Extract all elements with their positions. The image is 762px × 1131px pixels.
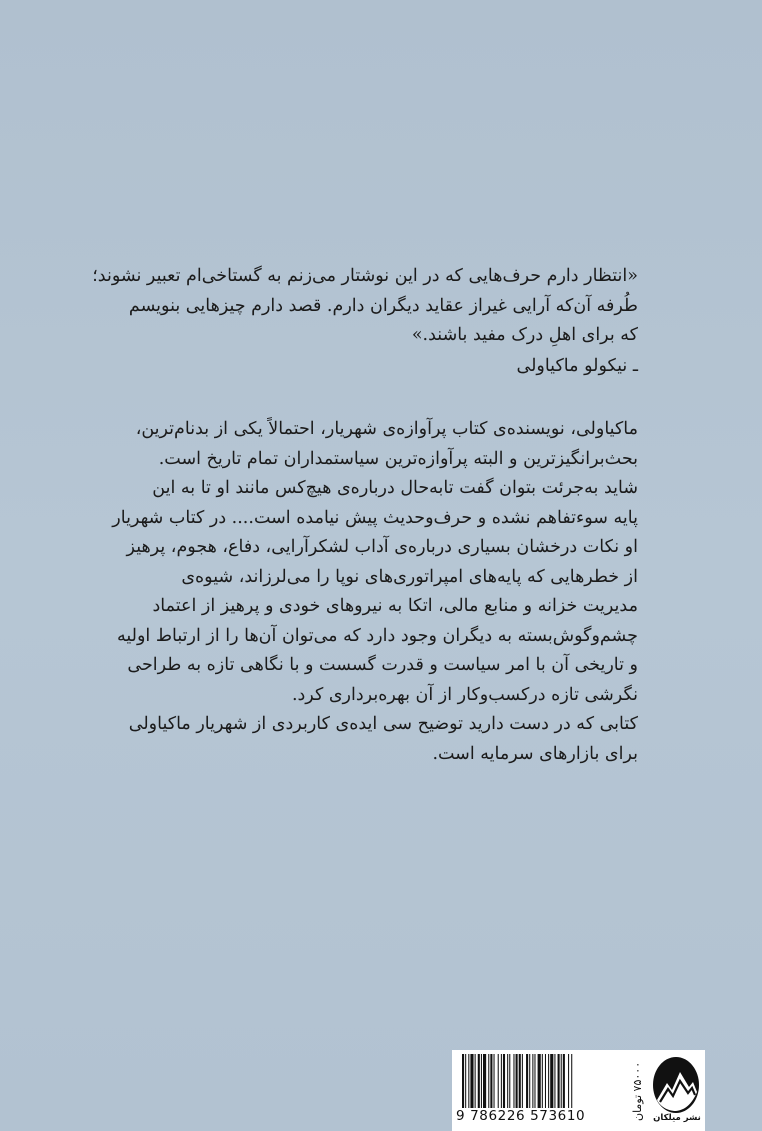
quote-line: که برای اهلِ درک مفید باشند.» [411,325,638,345]
blurb-line: او نکات درخشان بسیاری درباره‌ی آداب لشکرآرایی، دفاع، هجوم، پرهیز [126,537,638,557]
barcode-panel [452,1050,705,1131]
blurb-line: کتابی که در دست دارید توضیح سی ایده‌ی کاربردی از شهریار ماکیاولی [128,714,638,734]
blurb-line: از خطرهایی که پایه‌های امپراتوری‌های نوپا را می‌لرزاند، شیوه‌ی [181,566,638,587]
quote-author: ـ نیکولو ماکیاولی [516,355,638,376]
publisher-name: نشر میلکان [653,1113,701,1123]
blurb-line: مدیریت خزانه و منابع مالی، اتکا به نیروهای خودی و پرهیز از اعتماد [152,596,638,616]
blurb-text [112,415,638,769]
isbn-number: 9 786226 573610 [456,1108,586,1124]
blurb-line: چشم‌وگوش‌بسته به دیگران وجود دارد که می‌توان آن‌ها را از ارتباط اولیه [116,625,638,646]
blurb-line: شاید به‌جرئت بتوان گفت تابه‌حال درباره‌ی هیچ‌کس مانند او تا به این [152,478,638,498]
quote-block [92,262,638,381]
blurb-line: و تاریخی آن با امر سیاست و قدرت گسست و با نگاهی تازه به طراحی [127,655,638,675]
blurb-line: بحث‌برانگیزترین و البته پرآوازه‌ترین سیاستمداران تمام تاریخ است. [158,448,638,469]
price-label: ۷۵۰۰۰ تومان [631,1061,644,1122]
quote-line: «انتظار دارم حرف‌هایی که در این نوشتار می‌زنم به گستاخی‌ام تعبیر نشوند؛ [92,266,638,286]
mountains-circle-icon [652,1056,700,1114]
barcode-icon [460,1054,624,1108]
blurb-line: ماکیاولی، نویسنده‌ی کتاب پرآوازه‌ی شهریار، احتمالاً یکی از بدنام‌ترین، [135,419,638,439]
blurb-line: نگرشی تازه درکسب‌وکار از آن بهره‌برداری کرد. [291,684,638,705]
blurb-line: پایه سوءتفاهم نشده و حرف‌وحدیث پیش نیامده است.... در کتاب شهریار [112,507,638,528]
quote-line: طُرفه آن‌که آرایی غیراز عقاید دیگران دارم. قصد دارم چیزهایی بنویسم [128,295,638,316]
blurb-line: برای بازارهای سرمایه است. [432,743,638,764]
